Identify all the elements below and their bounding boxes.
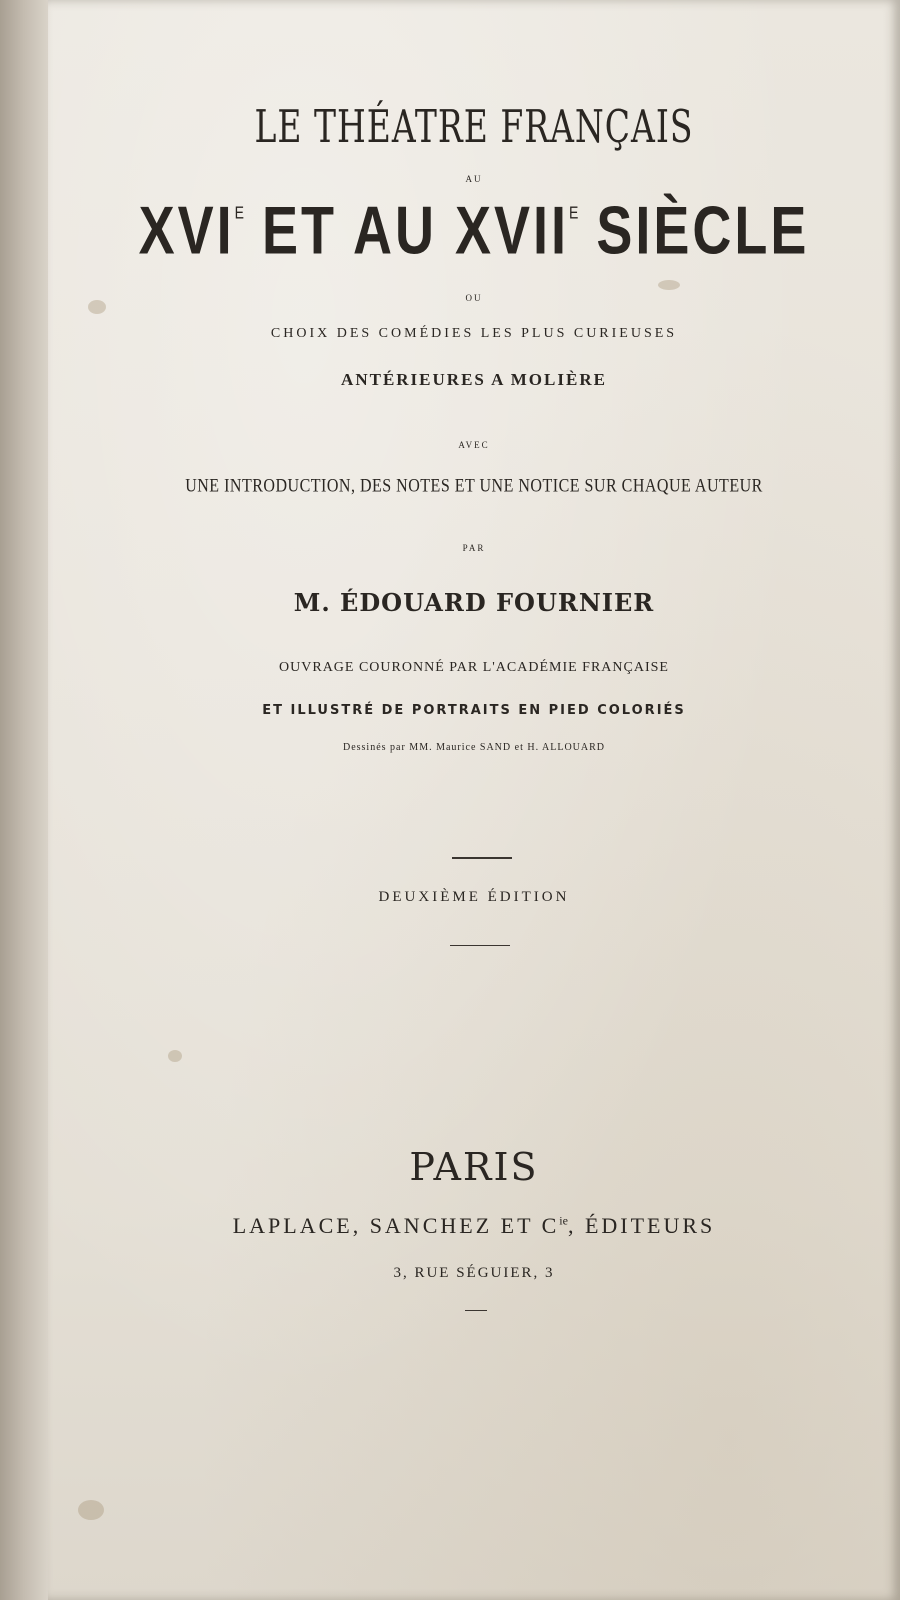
title-et-au-xvii: ET AU XVII [243,193,570,269]
illustrators-line: Dessinés par MM. Maurice SAND et H. ALLOUARD [342,742,606,753]
title-siecle: SIÈCLE [578,193,810,269]
paper-stain [168,1050,182,1062]
connector-par: PAR [462,543,486,553]
book-spine [0,0,48,1600]
title-xvi: XVI [138,193,235,269]
connector-au: AU [465,174,483,184]
imprint-city: PARIS [409,1145,539,1189]
publisher-superscript: ie [559,1213,568,1228]
divider-rule [450,945,510,946]
divider-rule [465,1310,487,1311]
paper-stain [658,280,680,290]
author-name: M. ÉDOUARD FOURNIER [293,588,655,617]
title-superscript-e: E [569,202,579,222]
subtitle-anterieures: ANTÉRIEURES A MOLIÈRE [341,370,607,389]
connector-ou: OU [465,293,483,303]
publisher-role: , ÉDITEURS [567,1213,716,1238]
divider-rule [452,857,512,859]
title-page [48,0,900,1600]
imprint-publisher [48,1213,900,1239]
title-line-2 [48,192,900,270]
title-superscript-e: E [234,202,244,222]
publisher-name: LAPLACE, SANCHEZ ET C [232,1213,560,1238]
connector-avec: AVEC [458,440,490,450]
title-line-1: LE THÉATRE FRANÇAIS [254,100,694,153]
subtitle-choix: CHOIX DES COMÉDIES LES PLUS CURIEUSES [270,326,678,341]
award-line: OUVRAGE COURONNÉ PAR L'ACADÉMIE FRANÇAISE [279,660,669,675]
subtitle-introduction: UNE INTRODUCTION, DES NOTES ET UNE NOTICE SUR CHAQUE AUTEUR [185,476,763,497]
illustration-line: ET ILLUSTRÉ DE PORTRAITS EN PIED COLORIÉS [262,703,686,718]
imprint-address: 3, RUE SÉGUIER, 3 [393,1265,555,1281]
paper-stain [78,1500,104,1520]
edition-line: DEUXIÈME ÉDITION [378,889,570,905]
